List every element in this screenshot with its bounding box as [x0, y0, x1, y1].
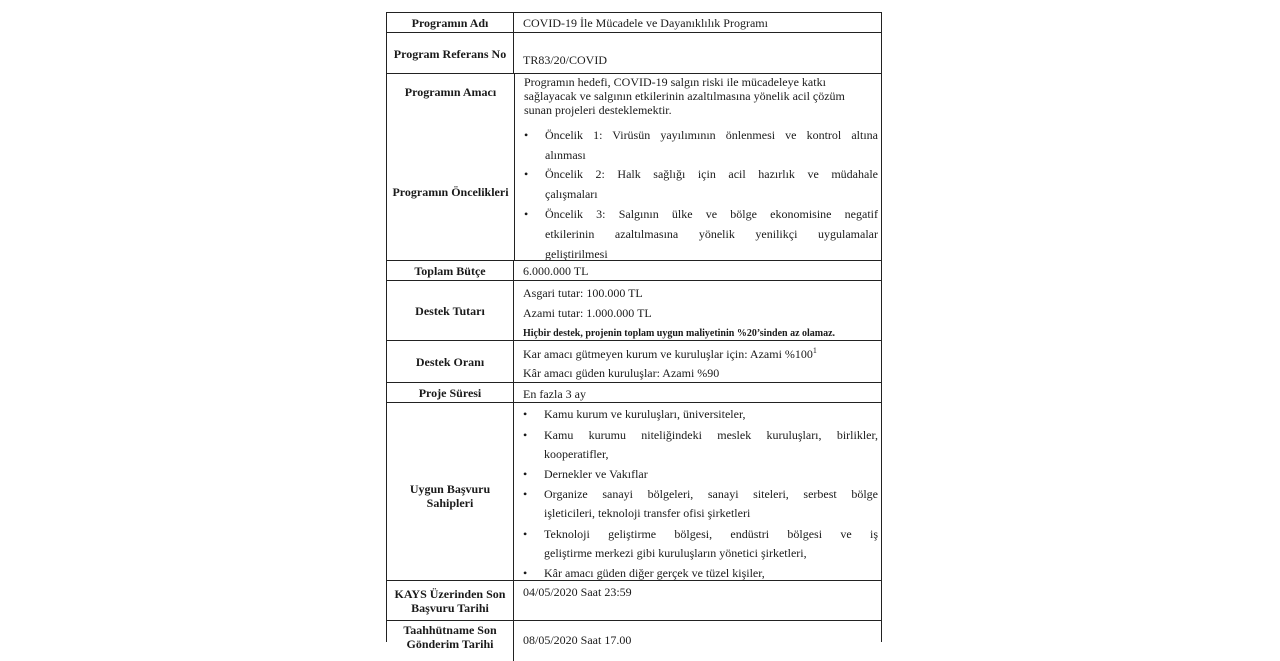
commitment-deadline-value: 08/05/2020 Saat 17.00 — [523, 633, 632, 647]
value-cell — [514, 261, 881, 281]
label-purpose: Programın Amacı — [404, 85, 497, 99]
row-kays-deadline — [387, 580, 881, 621]
value-cell — [514, 581, 881, 621]
value-cell — [514, 341, 881, 383]
support-min: Asgari tutar: 100.000 TL — [523, 286, 643, 300]
label-applicants: Uygun Başvuru Sahipleri — [387, 403, 514, 581]
label-support-amount: Destek Tutarı — [387, 281, 514, 341]
purpose-priorities-value-cell — [515, 74, 881, 261]
applicant-4-line-1: • Organize sanayi bölgeleri, sanayi siteleri, serbest bölge — [544, 487, 878, 501]
purpose-priorities-label-cell — [387, 74, 515, 261]
reference-value: TR83/20/COVID — [523, 53, 607, 67]
purpose-line-3: sunan projeleri desteklemektir. — [524, 103, 672, 117]
value-cell — [514, 13, 881, 33]
row-applicants — [387, 402, 881, 581]
row-duration — [387, 382, 881, 403]
priority-item-2 — [545, 167, 878, 201]
support-max: Azami tutar: 1.000.000 TL — [523, 306, 652, 320]
applicant-4-line-2: işleticileri, teknoloji transfer ofisi şirketleri — [544, 506, 751, 520]
applicant-2-line-2: kooperatifler, — [544, 447, 609, 461]
label-support-rate: Destek Oranı — [387, 341, 514, 383]
purpose-line-1: Programın hedefi, COVID-19 salgın riski ile mücadeleye katkı — [524, 75, 826, 89]
label-commitment-deadline: Taahhütname Son Gönderim Tarihi — [387, 621, 514, 661]
priority-item-1 — [545, 128, 878, 162]
footnote-marker: 1 — [812, 346, 817, 355]
applicant-item-3 — [544, 467, 878, 481]
row-commitment-deadline — [387, 620, 881, 661]
label-reference: Program Referans No — [387, 33, 514, 74]
value-cell — [514, 383, 881, 403]
applicant-6-line-1: • Kâr amacı güden diğer gerçek ve tüzel kişiler, — [544, 566, 765, 580]
row-support-rate — [387, 340, 881, 383]
priority-3-line-1: • Öncelik 3: Salgının ülke ve bölge ekonomisine negatif — [545, 207, 878, 221]
row-budget — [387, 260, 881, 281]
value-cell — [514, 621, 881, 661]
program-name-value: COVID-19 İle Mücadele ve Dayanıklılık Programı — [523, 16, 768, 30]
row-program-name — [387, 12, 881, 33]
duration-value: En fazla 3 ay — [523, 387, 586, 401]
value-cell — [514, 33, 881, 74]
kays-deadline-value: 04/05/2020 Saat 23:59 — [523, 585, 632, 599]
label-duration: Proje Süresi — [387, 383, 514, 403]
budget-value: 6.000.000 TL — [523, 264, 589, 278]
row-reference — [387, 32, 881, 74]
applicant-3-line-1: • Dernekler ve Vakıflar — [544, 467, 648, 481]
value-cell — [514, 281, 881, 341]
program-info-table — [386, 12, 882, 651]
applicant-5-line-1: • Teknoloji geliştirme bölgesi, endüstri bölgesi ve iş — [544, 527, 878, 541]
value-cell — [514, 403, 881, 581]
applicant-item-6 — [544, 566, 878, 580]
applicant-item-5 — [544, 527, 878, 560]
applicant-5-line-2: geliştirme merkezi gibi kuruluşların yönetici şirketleri, — [544, 546, 807, 560]
priority-2-line-2: çalışmaları — [545, 187, 598, 201]
label-kays-deadline: KAYS Üzerinden Son Başvuru Tarihi — [387, 581, 514, 621]
row-support-amount — [387, 280, 881, 341]
support-note: Hiçbir destek, projenin toplam uygun maliyetinin %20’sinden az olamaz. — [523, 328, 836, 339]
applicant-item-2 — [544, 428, 878, 461]
priority-3-line-2: etkilerinin azaltılmasına yönelik yenilikçi uygulamalar — [545, 227, 878, 241]
label-program-name: Programın Adı — [387, 13, 514, 33]
row-purpose-priorities — [387, 73, 881, 261]
purpose-line-2: sağlayacak ve salgının etkilerinin azaltılmasına yönelik acil çözüm — [524, 89, 845, 103]
support-rate-line-1-text: Kar amacı gütmeyen kurum ve kuruluşlar için: Azami %100 — [523, 347, 813, 361]
support-rate-line-2: Kâr amacı güden kuruluşlar: Azami %90 — [523, 366, 720, 380]
applicant-item-4 — [544, 487, 878, 520]
priority-2-line-1: • Öncelik 2: Halk sağlığı için acil hazırlık ve müdahale — [545, 167, 878, 181]
applicant-2-line-1: • Kamu kurumu niteliğindeki meslek kuruluşları, birlikler, — [544, 428, 878, 442]
label-priorities: Programın Öncelikleri — [392, 185, 509, 199]
priority-1-line-1: • Öncelik 1: Virüsün yayılımının önlenmesi ve kontrol altına — [545, 128, 878, 142]
applicant-1-line-1: • Kamu kurum ve kuruluşları, üniversiteler, — [544, 407, 746, 421]
priority-1-line-2: alınması — [545, 148, 586, 162]
label-budget: Toplam Bütçe — [387, 261, 514, 281]
priority-3-line-3: geliştirilmesi — [545, 247, 608, 261]
support-rate-line-1 — [523, 347, 877, 361]
priority-item-3 — [545, 207, 878, 261]
applicant-item-1 — [544, 407, 878, 421]
